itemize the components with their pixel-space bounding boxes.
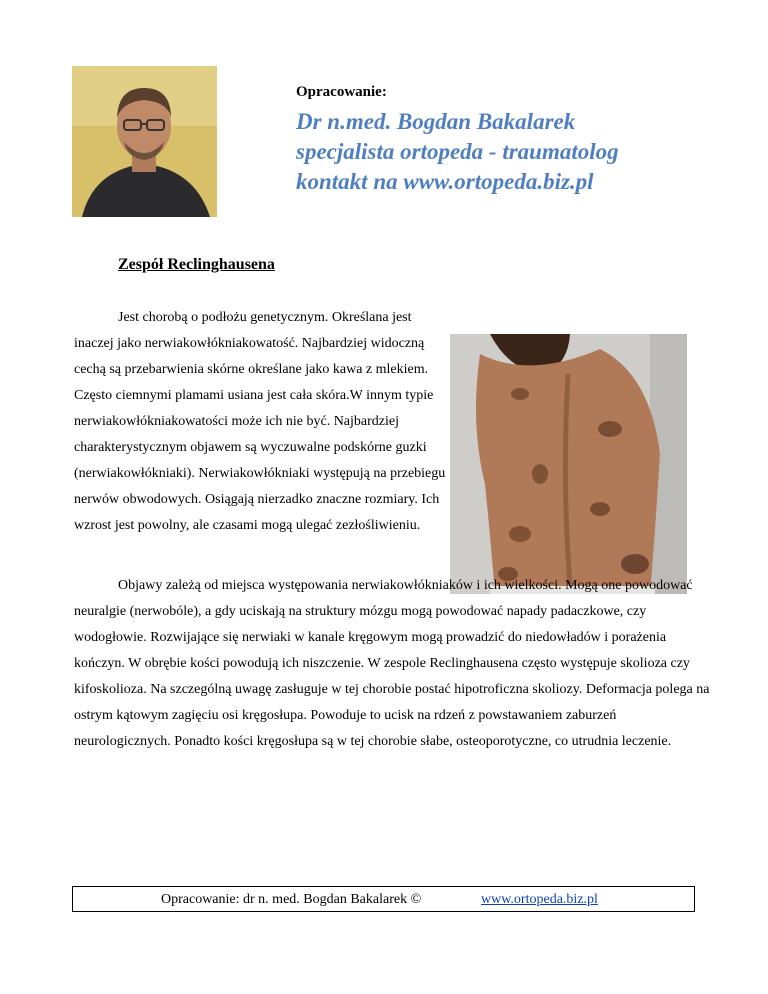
author-contact: kontakt na www.ortopeda.biz.pl	[296, 169, 594, 194]
author-name: Dr n.med. Bogdan Bakalarek	[296, 109, 576, 134]
page-footer	[72, 886, 695, 912]
author-header	[296, 84, 736, 197]
back-skin-photo	[450, 334, 687, 594]
footer-credit: Opracowanie: dr n. med. Bogdan Bakalarek ©	[161, 892, 422, 907]
paragraph-2: Objawy zależą od miejsca występowania nerwiakowłókniaków i ich wielkości. Mogą one powodować neuralgie (nerwobóle), a gdy uciskają na struktury mózgu mogą powodować napady padaczkowe, czy wodogłowie. Rozwijające się nerwiaki w kanale kręgowym mogą prowadzić do niedowładów i porażenia kończyn. W obrębie kości powodują ich niszczenie. W zespole Reclinghausena często występuje skolioza czy kifoskolioza. Na szczególną uwagę zasługuje w tej chorobie postać hipotroficzna skoliozy. Deformacja polega na ostrym kątowym zagięciu osi kręgosłupa. Powoduje to ucisk na rdzeń z powstawaniem zaburzeń neurologicznych. Ponadto kości kręgosłupa są w tej chorobie słabe, osteoporotyczne, co utrudnia leczenie.	[74, 578, 710, 749]
footer-website-link[interactable]: www.ortopeda.biz.pl	[481, 892, 598, 907]
paragraph-1: Jest chorobą o podłożu genetycznym. Określana jest inaczej jako nerwiakowłókniakowatość. Najbardziej widoczną cechą są przebarwienia skórne określane jako kawa z mlekiem. Często ciemnymi plamami usiana jest cała skóra.W innym typie nerwiakowłókniakowatości może ich nie być. Najbardziej charakterystycznym objawem są wyczuwalne podskórne guzki (nerwiakowłókniaki). Nerwiakowłókniaki występują na przebiegu nerwów obwodowych. Osiągają nierzadko znaczne rozmiary. Ich wzrost jest powolny, ale czasami mogą ulegać zezłośliwieniu.	[74, 310, 446, 533]
prepared-by-label: Opracowanie:	[296, 84, 387, 100]
author-specialty: specjalista ortopeda - traumatolog	[296, 139, 619, 164]
article-title: Zespół Reclinghausena	[118, 256, 275, 273]
author-photo	[72, 66, 217, 217]
